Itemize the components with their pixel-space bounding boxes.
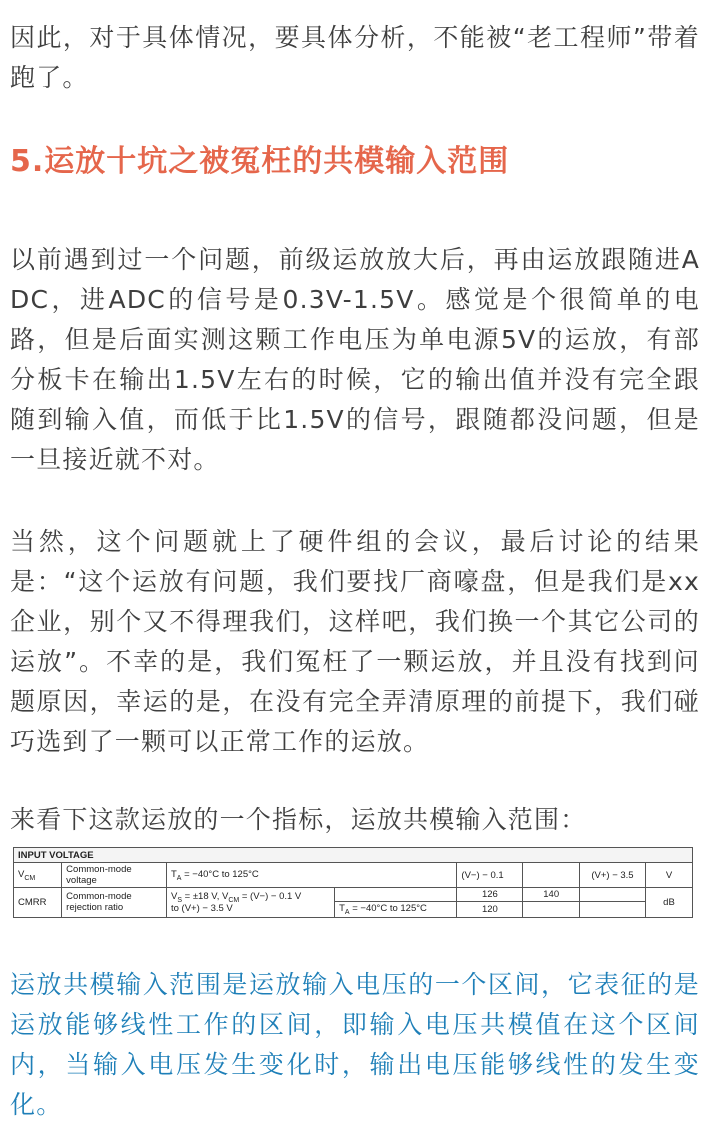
vcm-symbol: $V_{CM}$ — [14, 863, 62, 888]
paragraph-spec-intro: 来看下这款运放的一个指标，运放共模输入范围： — [10, 805, 587, 834]
cmrr-cond-blank — [335, 888, 457, 902]
paragraph-meeting: 当然，这个问题就上了硬件组的会议，最后讨论的结果是：“这个运放有问题，我们要找厂商嚎盘，但是我们是xx企业，别个又不得理我们，这样吧，我们换一个其它公司的运放”。不幸的是，我们冤枉了一颗运放，并且没有找到问题原因，幸运的是，在没有完全弄清原理的前提下，我们碰巧选到了一颗可以正常工作的运放。 — [10, 527, 700, 756]
cmrr-min-1: 126 — [457, 888, 523, 902]
vcm-name: Common-mode voltage — [62, 863, 167, 888]
cmrr-temp-condition: $T_A = -40^\circ C$ to 125°C — [335, 902, 457, 918]
cmrr-max-1 — [579, 888, 645, 902]
section-title: 5.运放十坑之被冤枉的共模输入范围 — [10, 144, 510, 179]
intro-paragraph: 因此，对于具体情况，要具体分析，不能被“老工程师”带着跑了。 — [10, 23, 700, 92]
cmrr-name: Common-mode rejection ratio — [62, 888, 167, 918]
paragraph-definition: 运放共模输入范围是运放输入电压的一个区间，它表征的是运放能够线性工作的区间，即输入电压共模值在这个区间内，当输入电压发生变化时，输出电压能够线性的发生变化。 — [10, 970, 700, 1119]
paragraph-problem: 以前遇到过一个问题，前级运放放大后，再由运放跟随进ADC，进ADC的信号是0.3V-1.5V。感觉是个很简单的电路，但是后面实测这颗工作电压为单电源5V的运放，有部分板卡在输出1.5V左右的时候，它的输出值并没有完全跟随到输入值，而低于比1.5V的信号，跟随都没问题，但是一旦接近就不对。 — [10, 245, 700, 474]
spec-row-cmrr-1 — [14, 888, 693, 902]
cmrr-condition: $V_S = \pm 18$ V, $V_{CM} = (V-) - 0.1$ V to (V+) − 3.5 V — [166, 888, 334, 918]
vcm-typ — [523, 863, 580, 888]
cmrr-min-2: 120 — [457, 902, 523, 918]
spec-row-vcm — [14, 863, 693, 888]
vcm-unit: V — [645, 863, 692, 888]
vcm-condition: $T_A = -40^\circ C$ to 125°C — [166, 863, 456, 888]
cmrr-typ-1: 140 — [523, 888, 580, 902]
spec-table — [13, 847, 693, 918]
spec-section-label: INPUT VOLTAGE — [14, 848, 693, 863]
vcm-max: (V+) − 3.5 — [579, 863, 645, 888]
spec-table-section-row — [14, 848, 693, 863]
cmrr-unit: dB — [645, 888, 692, 918]
cmrr-typ-2 — [523, 902, 580, 918]
vcm-min: (V−) − 0.1 — [457, 863, 523, 888]
cmrr-max-2 — [579, 902, 645, 918]
cmrr-symbol: CMRR — [14, 888, 62, 918]
